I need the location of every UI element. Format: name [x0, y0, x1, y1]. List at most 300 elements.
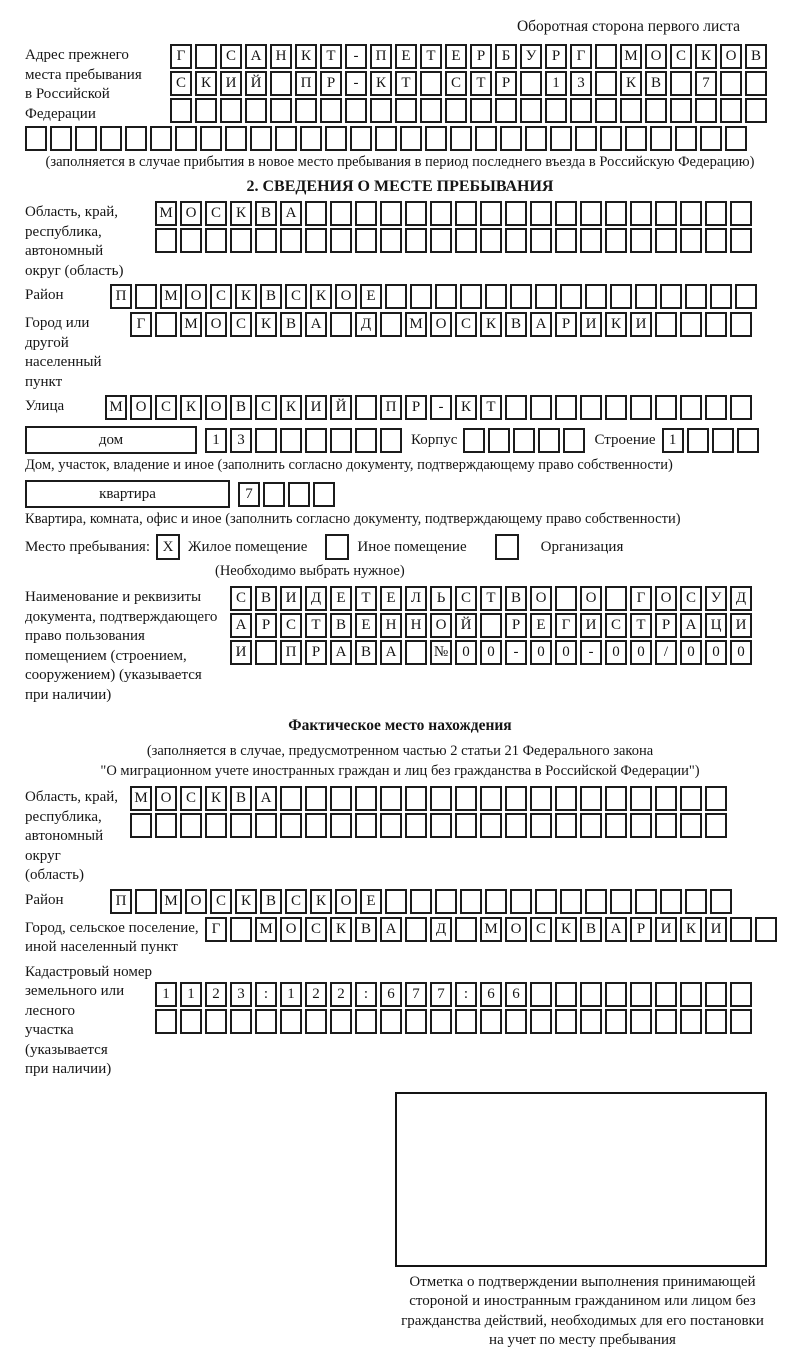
char-cell[interactable]	[580, 982, 602, 1007]
char-cell[interactable]	[455, 786, 477, 811]
char-cell[interactable]	[550, 126, 572, 151]
checkbox-residential[interactable]: X	[156, 534, 180, 560]
char-cell[interactable]: Т	[480, 395, 502, 420]
char-cell[interactable]	[295, 98, 317, 123]
char-cell[interactable]	[605, 982, 627, 1007]
char-cell[interactable]: Т	[630, 613, 652, 638]
char-cell[interactable]	[580, 786, 602, 811]
char-cell[interactable]	[288, 482, 310, 507]
char-cell[interactable]	[705, 228, 727, 253]
char-cell[interactable]: 0	[455, 640, 477, 665]
char-cell[interactable]	[630, 228, 652, 253]
char-cell[interactable]	[255, 1009, 277, 1034]
char-cell[interactable]: М	[155, 201, 177, 226]
char-cell[interactable]: С	[670, 44, 692, 69]
char-cell[interactable]	[720, 98, 742, 123]
char-cell[interactable]: :	[455, 982, 477, 1007]
char-cell[interactable]: С	[170, 71, 192, 96]
char-cell[interactable]: О	[185, 889, 207, 914]
char-cell[interactable]	[195, 44, 217, 69]
char-cell[interactable]	[580, 813, 602, 838]
char-cell[interactable]	[155, 1009, 177, 1034]
char-cell[interactable]: Н	[380, 613, 402, 638]
char-cell[interactable]	[455, 813, 477, 838]
char-cell[interactable]: В	[255, 586, 277, 611]
char-cell[interactable]	[605, 586, 627, 611]
char-cell[interactable]	[280, 786, 302, 811]
char-cell[interactable]	[305, 813, 327, 838]
char-cell[interactable]: С	[255, 395, 277, 420]
char-cell[interactable]	[680, 395, 702, 420]
char-cell[interactable]: Г	[170, 44, 192, 69]
char-cell[interactable]	[530, 982, 552, 1007]
char-cell[interactable]	[355, 813, 377, 838]
stroenie-boxes[interactable]	[662, 428, 762, 453]
char-cell[interactable]	[725, 126, 747, 151]
korpus-boxes[interactable]	[463, 428, 588, 453]
char-cell[interactable]	[455, 228, 477, 253]
char-cell[interactable]: К	[310, 284, 332, 309]
char-cell[interactable]	[405, 786, 427, 811]
char-cell[interactable]	[430, 786, 452, 811]
char-cell[interactable]	[230, 228, 252, 253]
char-cell[interactable]: А	[380, 917, 402, 942]
char-cell[interactable]: С	[285, 284, 307, 309]
char-cell[interactable]: В	[255, 201, 277, 226]
char-cell[interactable]	[525, 126, 547, 151]
char-cell[interactable]	[313, 482, 335, 507]
char-cell[interactable]: М	[480, 917, 502, 942]
char-cell[interactable]	[385, 284, 407, 309]
char-cell[interactable]: И	[730, 613, 752, 638]
char-cell[interactable]	[380, 201, 402, 226]
char-cell[interactable]: У	[705, 586, 727, 611]
checkbox-other-premises[interactable]	[325, 534, 349, 560]
char-cell[interactable]: О	[645, 44, 667, 69]
char-cell[interactable]	[330, 813, 352, 838]
char-cell[interactable]	[745, 71, 767, 96]
char-cell[interactable]	[305, 1009, 327, 1034]
char-cell[interactable]: 1	[662, 428, 684, 453]
char-cell[interactable]: :	[355, 982, 377, 1007]
char-cell[interactable]: С	[285, 889, 307, 914]
char-cell[interactable]: Р	[555, 312, 577, 337]
char-cell[interactable]	[405, 201, 427, 226]
char-cell[interactable]: К	[480, 312, 502, 337]
region-row-1[interactable]	[155, 201, 755, 226]
char-cell[interactable]	[488, 428, 510, 453]
char-cell[interactable]	[630, 1009, 652, 1034]
char-cell[interactable]	[705, 312, 727, 337]
char-cell[interactable]: О	[280, 917, 302, 942]
char-cell[interactable]: К	[295, 44, 317, 69]
char-cell[interactable]	[380, 1009, 402, 1034]
char-cell[interactable]	[520, 71, 542, 96]
char-cell[interactable]	[170, 98, 192, 123]
char-cell[interactable]: Й	[330, 395, 352, 420]
char-cell[interactable]: А	[230, 613, 252, 638]
char-cell[interactable]	[505, 228, 527, 253]
char-cell[interactable]: Р	[655, 613, 677, 638]
char-cell[interactable]	[630, 395, 652, 420]
char-cell[interactable]: Н	[405, 613, 427, 638]
char-cell[interactable]	[480, 813, 502, 838]
char-cell[interactable]	[655, 982, 677, 1007]
char-cell[interactable]: И	[580, 312, 602, 337]
district-boxes[interactable]	[110, 284, 760, 309]
char-cell[interactable]	[195, 98, 217, 123]
char-cell[interactable]: В	[280, 312, 302, 337]
char-cell[interactable]	[605, 395, 627, 420]
char-cell[interactable]	[255, 228, 277, 253]
char-cell[interactable]: А	[680, 613, 702, 638]
char-cell[interactable]: Р	[505, 613, 527, 638]
char-cell[interactable]: П	[110, 284, 132, 309]
char-cell[interactable]: В	[505, 312, 527, 337]
char-cell[interactable]	[25, 126, 47, 151]
char-cell[interactable]: 3	[230, 428, 252, 453]
char-cell[interactable]: Е	[330, 586, 352, 611]
char-cell[interactable]: С	[155, 395, 177, 420]
char-cell[interactable]: 0	[530, 640, 552, 665]
char-cell[interactable]	[630, 786, 652, 811]
char-cell[interactable]	[125, 126, 147, 151]
char-cell[interactable]	[205, 228, 227, 253]
char-cell[interactable]: А	[330, 640, 352, 665]
char-cell[interactable]: К	[255, 312, 277, 337]
char-cell[interactable]: С	[205, 201, 227, 226]
char-cell[interactable]: К	[455, 395, 477, 420]
char-cell[interactable]	[695, 98, 717, 123]
char-cell[interactable]: Р	[320, 71, 342, 96]
char-cell[interactable]: Р	[495, 71, 517, 96]
char-cell[interactable]	[680, 201, 702, 226]
char-cell[interactable]	[405, 813, 427, 838]
char-cell[interactable]	[705, 1009, 727, 1034]
char-cell[interactable]: Р	[630, 917, 652, 942]
char-cell[interactable]	[485, 889, 507, 914]
actual-region-row-1[interactable]	[130, 786, 730, 811]
char-cell[interactable]: И	[655, 917, 677, 942]
char-cell[interactable]: К	[555, 917, 577, 942]
char-cell[interactable]	[330, 1009, 352, 1034]
char-cell[interactable]: С	[455, 312, 477, 337]
char-cell[interactable]	[580, 228, 602, 253]
char-cell[interactable]	[470, 98, 492, 123]
char-cell[interactable]: Г	[555, 613, 577, 638]
char-cell[interactable]	[450, 126, 472, 151]
char-cell[interactable]: К	[680, 917, 702, 942]
char-cell[interactable]	[400, 126, 422, 151]
char-cell[interactable]: В	[355, 917, 377, 942]
char-cell[interactable]	[455, 201, 477, 226]
char-cell[interactable]: О	[130, 395, 152, 420]
char-cell[interactable]: Т	[395, 71, 417, 96]
char-cell[interactable]: В	[355, 640, 377, 665]
char-cell[interactable]	[535, 889, 557, 914]
char-cell[interactable]: О	[335, 284, 357, 309]
char-cell[interactable]	[530, 1009, 552, 1034]
char-cell[interactable]	[405, 228, 427, 253]
char-cell[interactable]: С	[680, 586, 702, 611]
char-cell[interactable]	[555, 395, 577, 420]
char-cell[interactable]	[480, 786, 502, 811]
char-cell[interactable]: М	[130, 786, 152, 811]
char-cell[interactable]	[730, 201, 752, 226]
char-cell[interactable]: В	[645, 71, 667, 96]
char-cell[interactable]	[580, 1009, 602, 1034]
char-cell[interactable]	[705, 201, 727, 226]
char-cell[interactable]	[705, 786, 727, 811]
char-cell[interactable]	[305, 786, 327, 811]
char-cell[interactable]	[730, 917, 752, 942]
char-cell[interactable]	[605, 201, 627, 226]
char-cell[interactable]: Р	[405, 395, 427, 420]
char-cell[interactable]	[180, 1009, 202, 1034]
char-cell[interactable]	[410, 284, 432, 309]
confirmation-stamp-area[interactable]	[395, 1092, 767, 1267]
char-cell[interactable]: М	[160, 284, 182, 309]
char-cell[interactable]	[200, 126, 222, 151]
char-cell[interactable]	[180, 813, 202, 838]
char-cell[interactable]: 1	[205, 428, 227, 453]
char-cell[interactable]: К	[230, 201, 252, 226]
char-cell[interactable]: К	[620, 71, 642, 96]
char-cell[interactable]	[595, 44, 617, 69]
char-cell[interactable]: Г	[130, 312, 152, 337]
prev-address-row-1[interactable]	[170, 44, 770, 69]
char-cell[interactable]: Е	[445, 44, 467, 69]
char-cell[interactable]	[605, 813, 627, 838]
char-cell[interactable]	[610, 284, 632, 309]
char-cell[interactable]	[687, 428, 709, 453]
char-cell[interactable]	[555, 586, 577, 611]
char-cell[interactable]	[270, 98, 292, 123]
char-cell[interactable]: К	[235, 889, 257, 914]
char-cell[interactable]: С	[305, 917, 327, 942]
char-cell[interactable]	[135, 284, 157, 309]
char-cell[interactable]: Д	[355, 312, 377, 337]
char-cell[interactable]: 7	[405, 982, 427, 1007]
char-cell[interactable]: К	[180, 395, 202, 420]
char-cell[interactable]	[155, 312, 177, 337]
char-cell[interactable]	[580, 395, 602, 420]
char-cell[interactable]: Т	[305, 613, 327, 638]
char-cell[interactable]	[560, 889, 582, 914]
char-cell[interactable]	[630, 813, 652, 838]
char-cell[interactable]	[680, 1009, 702, 1034]
char-cell[interactable]	[745, 98, 767, 123]
char-cell[interactable]: А	[305, 312, 327, 337]
char-cell[interactable]	[330, 312, 352, 337]
char-cell[interactable]	[460, 284, 482, 309]
char-cell[interactable]	[220, 98, 242, 123]
char-cell[interactable]	[320, 98, 342, 123]
char-cell[interactable]	[730, 1009, 752, 1034]
char-cell[interactable]	[555, 813, 577, 838]
char-cell[interactable]	[75, 126, 97, 151]
char-cell[interactable]	[680, 786, 702, 811]
char-cell[interactable]	[555, 201, 577, 226]
char-cell[interactable]: Е	[395, 44, 417, 69]
char-cell[interactable]: С	[605, 613, 627, 638]
char-cell[interactable]	[680, 813, 702, 838]
char-cell[interactable]: А	[605, 917, 627, 942]
char-cell[interactable]	[330, 201, 352, 226]
char-cell[interactable]	[155, 813, 177, 838]
char-cell[interactable]: Ц	[705, 613, 727, 638]
char-cell[interactable]	[655, 201, 677, 226]
char-cell[interactable]: В	[230, 786, 252, 811]
char-cell[interactable]	[375, 126, 397, 151]
char-cell[interactable]: Н	[270, 44, 292, 69]
char-cell[interactable]	[655, 786, 677, 811]
char-cell[interactable]: 1	[280, 982, 302, 1007]
char-cell[interactable]	[712, 428, 734, 453]
char-cell[interactable]	[135, 889, 157, 914]
char-cell[interactable]: К	[280, 395, 302, 420]
char-cell[interactable]	[280, 813, 302, 838]
char-cell[interactable]: 6	[380, 982, 402, 1007]
char-cell[interactable]: -	[345, 44, 367, 69]
char-cell[interactable]	[355, 228, 377, 253]
char-cell[interactable]	[480, 613, 502, 638]
char-cell[interactable]	[480, 228, 502, 253]
char-cell[interactable]: П	[280, 640, 302, 665]
char-cell[interactable]: Т	[355, 586, 377, 611]
char-cell[interactable]: 1	[180, 982, 202, 1007]
char-cell[interactable]: С	[455, 586, 477, 611]
char-cell[interactable]	[480, 1009, 502, 1034]
char-cell[interactable]	[570, 98, 592, 123]
char-cell[interactable]	[730, 395, 752, 420]
char-cell[interactable]: П	[110, 889, 132, 914]
char-cell[interactable]: №	[430, 640, 452, 665]
char-cell[interactable]	[735, 284, 757, 309]
char-cell[interactable]: П	[370, 44, 392, 69]
char-cell[interactable]	[230, 1009, 252, 1034]
char-cell[interactable]	[675, 126, 697, 151]
char-cell[interactable]	[710, 889, 732, 914]
char-cell[interactable]	[530, 395, 552, 420]
char-cell[interactable]	[635, 889, 657, 914]
char-cell[interactable]	[380, 228, 402, 253]
char-cell[interactable]: Р	[305, 640, 327, 665]
char-cell[interactable]	[463, 428, 485, 453]
char-cell[interactable]	[405, 917, 427, 942]
char-cell[interactable]	[435, 284, 457, 309]
char-cell[interactable]	[425, 126, 447, 151]
char-cell[interactable]	[700, 126, 722, 151]
char-cell[interactable]	[605, 786, 627, 811]
char-cell[interactable]: Й	[455, 613, 477, 638]
char-cell[interactable]: Т	[320, 44, 342, 69]
char-cell[interactable]	[538, 428, 560, 453]
char-cell[interactable]	[460, 889, 482, 914]
char-cell[interactable]	[345, 98, 367, 123]
char-cell[interactable]: Б	[495, 44, 517, 69]
char-cell[interactable]: С	[445, 71, 467, 96]
char-cell[interactable]	[505, 813, 527, 838]
char-cell[interactable]: /	[655, 640, 677, 665]
char-cell[interactable]: К	[605, 312, 627, 337]
char-cell[interactable]: 6	[505, 982, 527, 1007]
char-cell[interactable]: 0	[605, 640, 627, 665]
char-cell[interactable]	[305, 228, 327, 253]
char-cell[interactable]: И	[230, 640, 252, 665]
char-cell[interactable]	[530, 201, 552, 226]
char-cell[interactable]	[630, 201, 652, 226]
char-cell[interactable]	[385, 889, 407, 914]
char-cell[interactable]: 2	[205, 982, 227, 1007]
char-cell[interactable]: К	[205, 786, 227, 811]
char-cell[interactable]: С	[220, 44, 242, 69]
char-cell[interactable]	[545, 98, 567, 123]
char-cell[interactable]	[655, 813, 677, 838]
char-cell[interactable]: -	[430, 395, 452, 420]
char-cell[interactable]: -	[505, 640, 527, 665]
char-cell[interactable]	[255, 640, 277, 665]
char-cell[interactable]	[635, 284, 657, 309]
char-cell[interactable]	[605, 228, 627, 253]
char-cell[interactable]: 0	[555, 640, 577, 665]
prev-address-row-4[interactable]	[25, 126, 775, 151]
char-cell[interactable]	[330, 228, 352, 253]
char-cell[interactable]	[705, 982, 727, 1007]
char-cell[interactable]: Д	[305, 586, 327, 611]
char-cell[interactable]: С	[180, 786, 202, 811]
char-cell[interactable]	[325, 126, 347, 151]
char-cell[interactable]	[280, 428, 302, 453]
char-cell[interactable]	[505, 201, 527, 226]
char-cell[interactable]	[655, 395, 677, 420]
char-cell[interactable]	[280, 1009, 302, 1034]
char-cell[interactable]: У	[520, 44, 542, 69]
char-cell[interactable]	[430, 228, 452, 253]
char-cell[interactable]	[500, 126, 522, 151]
char-cell[interactable]	[205, 813, 227, 838]
char-cell[interactable]	[505, 786, 527, 811]
char-cell[interactable]	[610, 889, 632, 914]
char-cell[interactable]	[737, 428, 759, 453]
char-cell[interactable]: Е	[355, 613, 377, 638]
char-cell[interactable]	[485, 284, 507, 309]
prev-address-row-3[interactable]	[170, 98, 770, 123]
char-cell[interactable]: Г	[205, 917, 227, 942]
char-cell[interactable]: С	[210, 284, 232, 309]
char-cell[interactable]: О	[430, 312, 452, 337]
char-cell[interactable]: 7	[695, 71, 717, 96]
char-cell[interactable]: Е	[360, 284, 382, 309]
char-cell[interactable]	[455, 917, 477, 942]
char-cell[interactable]: С	[280, 613, 302, 638]
char-cell[interactable]	[405, 640, 427, 665]
char-cell[interactable]: Г	[630, 586, 652, 611]
char-cell[interactable]	[510, 889, 532, 914]
char-cell[interactable]	[555, 982, 577, 1007]
char-cell[interactable]: И	[580, 613, 602, 638]
char-cell[interactable]: -	[345, 71, 367, 96]
char-cell[interactable]	[355, 395, 377, 420]
char-cell[interactable]: А	[530, 312, 552, 337]
char-cell[interactable]: П	[295, 71, 317, 96]
char-cell[interactable]	[300, 126, 322, 151]
char-cell[interactable]: 6	[480, 982, 502, 1007]
char-cell[interactable]: 0	[480, 640, 502, 665]
street-boxes[interactable]	[105, 395, 755, 420]
char-cell[interactable]	[655, 228, 677, 253]
char-cell[interactable]	[445, 98, 467, 123]
